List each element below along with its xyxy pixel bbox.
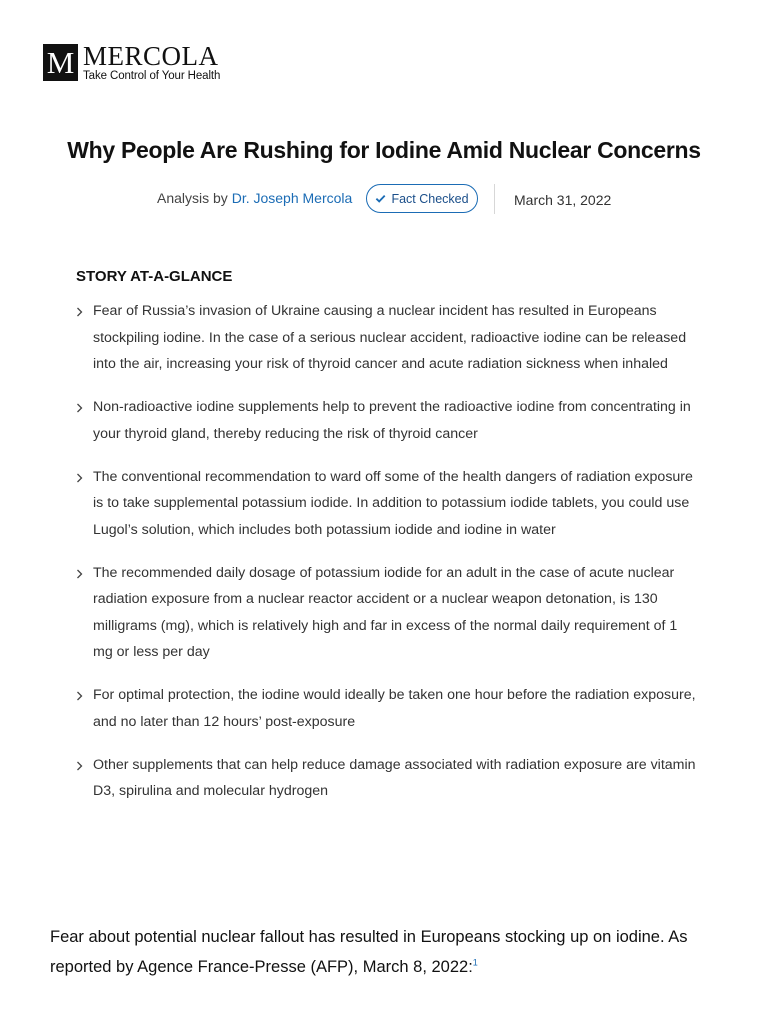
glance-item-text: For optimal protection, the iodine would ideally be taken one hour before the radiation exposure, and no later than 12 hours’ post-exposure [93,687,696,730]
chevron-right-icon [76,691,83,701]
glance-item-text: Fear of Russia’s invasion of Ukraine causing a nuclear incident has resulted in Europeans stockpiling iodine. In the case of a serious nuclear accident, radioactive iodine can be released into the air, increasing your risk of thyroid cancer and acute radiation sickness when inhaled [93,303,687,372]
chevron-right-icon [76,403,83,413]
publish-date: March 31, 2022 [514,192,612,208]
mercola-logo[interactable] [43,41,221,83]
chevron-right-icon [76,473,83,483]
glance-item [76,394,696,447]
glance-item [76,682,696,735]
check-icon [375,193,386,204]
analysis-by [157,190,352,206]
glance-item-text: Non-radioactive iodine supplements help to prevent the radioactive iodine from concentrating in your thyroid gland, thereby reducing the risk of thyroid cancer [93,399,691,442]
chevron-right-icon [76,307,83,317]
logo-mark: M [43,44,78,81]
glance-item [76,560,696,666]
story-at-a-glance-list [76,298,696,821]
body-paragraph-text: Fear about potential nuclear fallout has resulted in Europeans stocking up on iodine. As reported by Agence France-Presse (AFP), March 8, 2022: [50,928,688,976]
story-at-a-glance-heading: STORY AT-A-GLANCE [76,268,233,285]
glance-item-text: Other supplements that can help reduce damage associated with radiation exposure are vitamin D3, spirulina and molecular hydrogen [93,756,696,799]
glance-item [76,464,696,544]
chevron-right-icon [76,569,83,579]
fact-checked-badge[interactable] [366,184,478,213]
fact-checked-label: Fact Checked [391,191,469,206]
logo-tagline: Take Control of Your Health [83,70,221,82]
glance-item-text: The recommended daily dosage of potassium iodide for an adult in the case of acute nuclear radiation exposure from a nuclear reactor accident or a nuclear weapon detonation, is 130 milligrams (mg), which is relatively high and far in excess of the normal daily requirement of 1 mg or less per day [93,564,678,660]
footnote-link[interactable]: 1 [472,957,478,968]
body-paragraph [50,922,722,982]
byline-divider [494,184,495,214]
article-title: Why People Are Rushing for Iodine Amid Nuclear Concerns [67,137,701,163]
logo-name: MERCOLA [83,41,219,71]
logo-text [83,41,221,83]
chevron-right-icon [76,761,83,771]
author-link[interactable]: Dr. Joseph Mercola [231,190,353,206]
glance-item-text: The conventional recommendation to ward off some of the health dangers of radiation exposure is to take supplemental potassium iodide. In addition to potassium iodide tablets, you could use Lugol’s solution, which includes both potassium iodide and iodine in water [93,468,693,538]
glance-item [76,752,696,805]
analysis-prefix: Analysis by [157,190,232,206]
glance-item [76,298,696,378]
byline [0,184,768,216]
